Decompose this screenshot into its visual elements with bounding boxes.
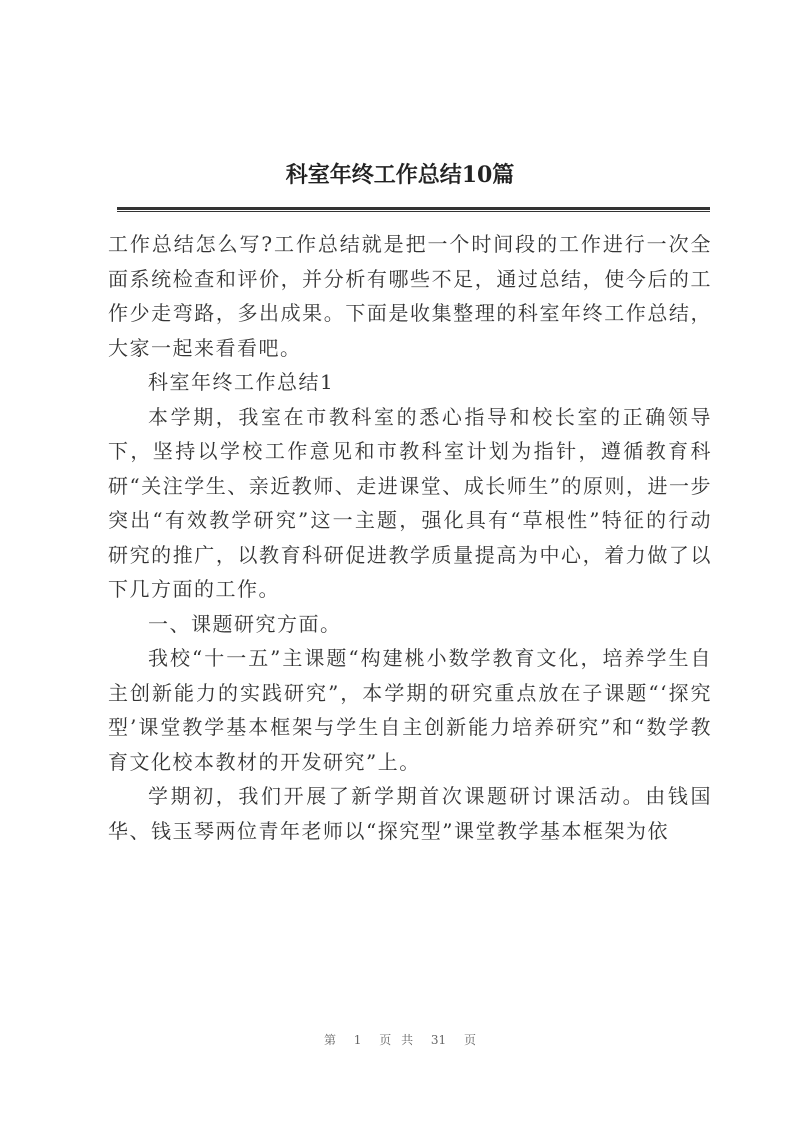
paragraph-intro: 工作总结怎么写?工作总结就是把一个时间段的工作进行一次全面系统检查和评价，并分析有哪些不足，通过总结，使今后的工作少走弯路，多出成果。下面是收集整理的科室年终工作总结，大家一起来看看吧。: [108, 232, 712, 360]
footer-current-page: 1: [353, 1033, 362, 1047]
section-heading-summary-1: 科室年终工作总结1: [148, 370, 335, 394]
paragraph-semester-overview: 本学期，我室在市教科室的悉心指导和校长室的正确领导下，坚持以学校工作意见和市教科室计划为指针，遵循教育科研“关注学生、亲近教师、走进课堂、成长师生”的原则，进一步突出“有效教学研究”这一主题，强化具有“草根性”特征的行动研究的推广，以教育科研促进教学质量提高为中心，着力做了以下几方面的工作。: [108, 404, 712, 601]
title-divider: [117, 207, 710, 212]
footer-total-pages: 31: [430, 1033, 447, 1047]
paragraph-main-topic: 我校“十一五”主课题“构建桃小数学教育文化，培养学生自主创新能力的实践研究”，本学期的研究重点放在子课题“‘探究型’课堂教学基本框架与学生自主创新能力培养研究”和“数学教育文化校本教材的开发研究”上。: [108, 646, 712, 774]
page-footer: [0, 1032, 800, 1048]
section-heading-research: 一、课题研究方面。: [148, 611, 342, 636]
footer-prefix: 第: [323, 1033, 336, 1047]
document-body: [108, 227, 712, 848]
footer-suffix: 页: [464, 1033, 477, 1047]
paragraph-semester-start: 学期初，我们开展了新学期首次课题研讨课活动。由钱国华、钱玉琴两位青年老师以“探究型”课堂教学基本框架为依: [108, 784, 712, 843]
document-title: 科室年终工作总结10篇: [285, 162, 515, 188]
footer-middle: 页 共: [379, 1033, 414, 1047]
